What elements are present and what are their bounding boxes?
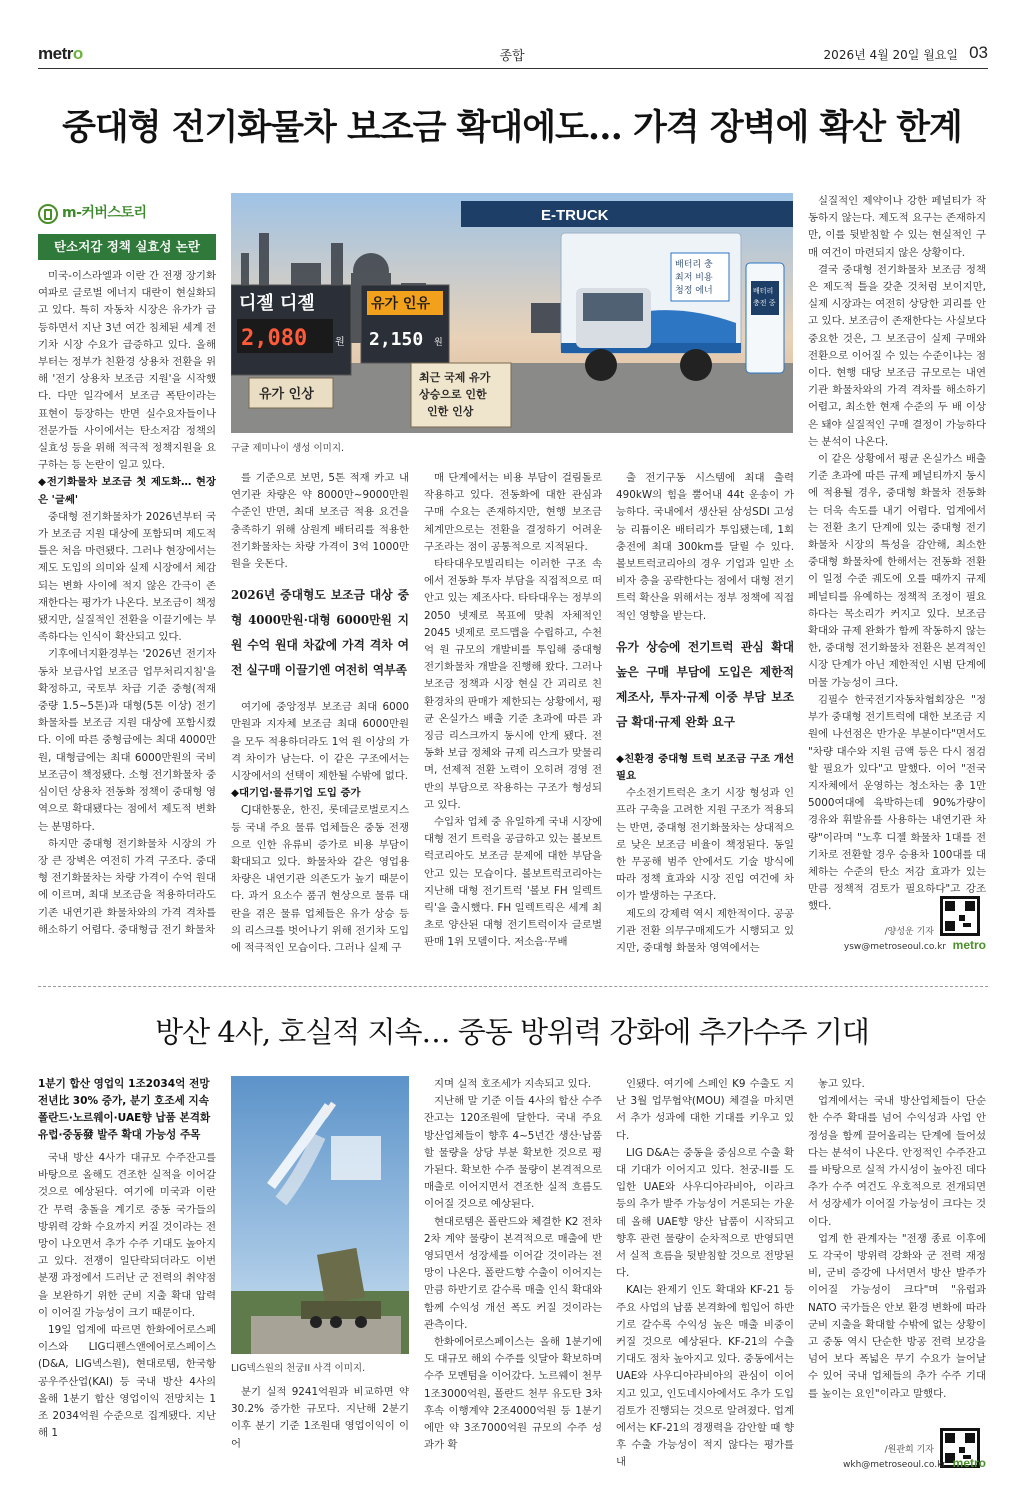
article2-photo-caption: LIG넥스원의 천궁II 사격 이미지. <box>231 1363 366 1374</box>
metro-mini-logo: metro <box>952 938 986 952</box>
article2-col1 <box>38 1076 216 1476</box>
paragraph: 국내 방산 4사가 대규모 수주잔고를 바탕으로 올해도 견조한 실적을 이어갈 것으로 예상된다. 여기에 미국과 이란 간 무력 충돌을 계기로 중동 국가들의 방위력 강화 수요까지 커질 것이라는 전망이 나오면서 추가 수주 기대도 높아지고 있다. 전쟁이 일단락되더라도 이번 분쟁 과정에서 드러난 군 전력의 취약점을 보완하기 위한 군비 지출 확대 압력이 이어질 가능성이 크기 때문이다. <box>38 1152 216 1319</box>
article1-subhead-3: ◆친환경 중대형 트럭 보조금 구조 개선 필요 <box>616 752 794 783</box>
paragraph: 분기 실적 9241억원과 비교하면 약 30.2% 증가한 규모다. 지난해 2분기 이후 분기 기준 1조원대 영업이익이 이어 <box>231 1386 409 1450</box>
paragraph: 업계에서는 국내 방산업체들이 단순한 수주 확대를 넘어 수익성과 사업 안정성을 함께 끌어올리는 단계에 들어섰다는 분석이 나온다. 안정적인 수주잔고를 바탕으로 실적 가시성이 높아진 데다 추가 수주 여건도 우호적으로 전개되면서 성장세가 이어질 가능성이 크다는 것이다. <box>808 1095 986 1228</box>
board1-text: 유가 인상 <box>259 387 314 402</box>
board2-line3: 인한 인상 <box>427 405 474 418</box>
article1-col1-paras <box>38 268 216 939</box>
board2-line1: 최근 국제 유가 <box>419 371 491 384</box>
sign2-price: 2,150 <box>369 329 424 350</box>
paragraph: 현대로템은 폴란드와 체결한 K2 전차 2차 계약 물량이 본격적으로 매출에 반영되면서 성장세를 이어갈 것이라는 전망이 나온다. 폴란드향 수출이 이어지는 만큼 하반기로 갈수록 매출 인식 확대와 함께 수익성 개선 폭도 커질 것이라는 관측이다. <box>424 1215 602 1331</box>
paragraph: 제도의 강제력 역시 제한적이다. 공공기관 전환 의무구매제도가 시행되고 있지만, 중대형 화물차 영역에서는 <box>616 907 794 955</box>
article2-col5 <box>808 1076 986 1436</box>
paragraph: LIG D&A는 중동을 중심으로 수출 확대 기대가 이어지고 있다. 천궁-II를 도입한 UAE와 사우디아라비아, 이라크 등의 추가 발주 가능성이 거론되는 가운데 올해 UAE향 양산 납품이 시작되고 향후 관련 물량이 순차적으로 반영되면서 실적 흐름을 뒷받침할 것으로 전망된다. <box>616 1146 794 1280</box>
paragraph: 김필수 한국전기자동차협회장은 "정부가 중대형 전기트럭에 대한 보조금 지원에 나선점은 반가운 부분이다"면서도 "차량 대수와 지원 금액 등은 다시 점검할 필요가 있다"고 말했다. 이어 "전국 지자체에서 운영하는 청소차는 총 1만 5000여대에 육박하는데 90%가량이 경유와 휘발유를 사용하는 내연기관 차량"이라며 "노후 디젤 화물차 1대를 전기차로 전환할 경우 승용차 100대를 대체하는 수준의 탄소 저감 효과가 있는 만큼 정책적 검토가 필요하다"고 강조했다. <box>808 693 986 913</box>
cover-story-label: m-커버스토리 <box>62 205 147 222</box>
article1-col3 <box>424 470 602 970</box>
article1-subhead-1: ◆전기화물차 보조금 첫 제도화… 현장은 '글쎄' <box>38 476 216 506</box>
article1-col4 <box>616 470 794 970</box>
truck-station-illustration <box>231 193 793 433</box>
paragraph: 지난해 말 기준 이들 4사의 합산 수주잔고는 120조원에 달한다. 국내 주요 방산업체들이 향후 4~5년간 생산·납품할 물량을 상당 부분 확보한 것으로 평가된다. 확보한 수주 물량이 본격적으로 매출로 이어지면서 견조한 실적 흐름도 이어질 것으로 예상된다. <box>424 1095 602 1211</box>
oil-price-notice-board <box>411 363 511 427</box>
cover-story-badge <box>38 202 216 226</box>
paragraph: 기후에너지환경부는 '2026년 전기자동차 보급사업 보조금 업무처리지침'을 확정하고, 국토부 차급 기준 중형(적재중량 1.5~5톤)과 대형(5톤 이상) 전기화물차를 보조금 지원 대상에 포함시켰다. 이에 따른 중형급에는 최대 4000만원, 대형급에는 최대 6000만원의 국비 보조금이 책정됐다. 소형 전기화물차 중심이던 상용차 전동화 정책이 중대형 영역으로 확대됐다는 점에서 제도적 변화는 분명하다. <box>38 648 216 833</box>
sign1-title: 디젤 디젤 <box>239 293 315 314</box>
article2-footer <box>808 1428 986 1484</box>
article2-headline: 방산 4사, 호실적 지속… 중동 방위력 강화에 추가수주 기대 <box>155 1015 869 1049</box>
article1-callout-1: 2026년 중대형도 보조금 대상 중형 4000만원·대형 6000만원 지원 수억 원대 차값에 가격 격차 여전 실구매 이끌기엔 여전히 역부족 <box>231 588 409 678</box>
header-rule <box>38 68 988 69</box>
charger-text-2: 충전 중 <box>753 299 776 307</box>
page-number: 03 <box>969 43 988 62</box>
paragraph: 수소전기트럭은 초기 시장 형성과 인프라 구축을 고려한 지원 구조가 적용되는 반면, 중대형 전기화물차는 상대적으로 낮은 보조금 비율이 책정된다. 동일한 무공해 범주 안에서도 기술 방식에 따라 정책 효과와 시장 진입 여건에 차이가 발생하는 구조다. <box>616 787 794 903</box>
truck-side-text-2: 최저 비용 <box>675 273 713 283</box>
article2-col3 <box>424 1076 602 1476</box>
truck-brand-sign: E-TRUCK <box>541 207 609 224</box>
article-divider <box>38 986 988 987</box>
article1-col1 <box>38 200 216 970</box>
missile-launch-illustration <box>231 1076 409 1354</box>
article1-photo <box>231 193 793 433</box>
article2-email[interactable]: wkh@metroseoul.co.kr <box>843 1460 946 1470</box>
ev-charger <box>746 263 784 373</box>
paragraph: 결국 중대형 전기화물차 보조금 정책은 제도적 틀을 갖춘 것처럼 보이지만, 실제 시장과는 여전히 상당한 괴리를 안고 있다. 보조금이 존재한다는 사실보다 중요한 것은, 그 보조금이 실제 구매와 전환으로 이어질 수 있는 수준이냐는 점이다. 현행 대당 보조금 규모로는 내연기관 화물차와의 가격 격차를 해소하기 어렵고, 최소한 현재 수준의 두 배 이상은 돼야 실질적인 구매 결정이 가능하다는 분석이 나온다. <box>808 263 986 448</box>
sign1-won: 원 <box>335 337 345 348</box>
paragraph: 여기에 중앙정부 보조금 최대 6000만원과 지자체 보조금 최대 6000만원을 모두 적용하더라도 1억 원 이상의 가격 차이가 남는다. 이 같은 구조에서는 시장에서의 선택이 제한될 수밖에 없다. <box>231 701 409 783</box>
article2-byline: /원관희 기자 <box>884 1445 934 1455</box>
article1-byline: /양성운 기자 <box>884 927 934 937</box>
paragraph: 실질적인 제약이나 강한 페널티가 작동하지 않는다. 제도적 요구는 존재하지만, 이를 뒷받침할 수 있는 현실적인 구매 여건이 마련되지 않은 상황이다. <box>808 195 986 259</box>
lead-line: 폴란드·노르웨이·UAE향 납품 본격화 <box>38 1112 211 1124</box>
metro-mini-logo: metro <box>952 1456 986 1470</box>
fuel-price-sign <box>361 285 449 363</box>
paragraph: 인됐다. 여기에 스페인 K9 수출도 지난 3월 업무협약(MOU) 체결을 마치면서 추가 성과에 대한 기대를 키우고 있다. <box>616 1078 794 1142</box>
sign2-won: 원 <box>434 338 443 348</box>
sign2-title: 유가 인유 <box>371 296 430 312</box>
sign1-price: 2,080 <box>241 326 308 351</box>
article1-col5 <box>808 193 986 925</box>
article2-col2 <box>231 1384 409 1476</box>
article1-subhead-2: ◆대기업·물류기업 도입 증가 <box>231 787 361 800</box>
article1-col2 <box>231 470 409 970</box>
board2-line2: 상승으로 인한 <box>419 388 487 401</box>
paragraph: 이 같은 상황에서 평균 온실가스 배출 기준 초과에 따른 규제 페널티까지 동시에 적용될 경우, 중대형 화물차 전동화는 더욱 속도를 내기 어렵다. 업계에서는 전환 초기 단계에 있는 중대형 전기화물차 시장의 특성을 감안해, 최소한 중대형 화물차에 한해서는 전동화 전환이 일정 수준 궤도에 오를 때까지 규제 페널티를 유예하는 정책적 조정이 필요하다는 목소리가 커지고 있다. 보조금 확대와 규제 완화가 함께 작동하지 않는 한, 중대형 전기화물차 전환은 본격적인 시장 단계가 아닌 제한적인 시범 단계에 머물 가능성이 크다. <box>808 453 986 689</box>
lead-line: 전년比 30% 증가, 분기 호조세 지속 <box>38 1095 209 1107</box>
article1-photo-caption: 구글 제미나이 생성 이미지. <box>231 443 345 454</box>
paragraph: KAI는 완제기 인도 확대와 KF-21 등 주요 사업의 납품 본격화에 힘입어 하반기로 갈수록 수익성 높은 매출 비중이 커질 것으로 예상된다. KF-21의 수출 기대도 점차 높아지고 있다. 중동에서는 UAE와 사우디아라비아의 관심이 이어지고 있고, 인도네시아에서도 추가 도입 검토가 진행되는 것으로 알려졌다. 업계에서는 KF-21의 경쟁력을 감안할 때 향후 수출 가능성이 적지 않다는 평가를 내 <box>616 1284 794 1469</box>
paragraph: 업계 한 관계자는 "전쟁 종료 이후에도 각국이 방위력 강화와 군 전력 재정비, 군비 증강에 나서면서 방산 발주가 이어질 가능성이 크다"며 "유럽과 NATO 국가들은 안보 환경 변화에 따라 군비 지출을 확대할 수밖에 없는 상황이고 중동 역시 단순한 방공 전력 보강을 넘어 보다 폭넓은 무기 수요가 늘어날 수 있어 국내 업체들의 추가 수주 기대를 높이는 요인"이라고 말했다. <box>808 1232 986 1400</box>
paragraph: 타타대우모빌리티는 이러한 구조 속에서 전동화 투자 부담을 직접적으로 떠안고 있는 제조사다. 타타대우는 정부의 2050 넷제로 목표에 맞춰 자체적인 2045 넷제로 로드맵을 수립하고, 수천억 원 규모의 개발비를 투입해 중대형 전기화물차 개발을 진행해 왔다. 그러나 보조금 정책과 시장 현실 간 괴리로 친환경차의 판매가 제한되는 상황에서, 평균 온실가스 배출 기준 초과에 따른 과징금 리스크까지 동시에 안게 됐다. 전동화 보급 정체와 규제 리스크가 맞물리며, 선제적 전환 노력이 오히려 경영 전반의 부담으로 작용하는 구조가 형성되고 있다. <box>424 558 602 811</box>
charger-text-1: 배터리 <box>753 287 774 295</box>
paragraph: 미국-이스라엘과 이란 간 전쟁 장기화 여파로 글로벌 에너지 대란이 현실화되고 있다. 특히 자동차 시장은 유가가 급등하면서 지난 3년 여간 침체된 세계 전기차 시장 수요가 급증하고 있다. 올해 부터는 정부가 친환경 상용차 전환을 위해 '전기 상용차 보조금 지원'을 시작했다. 다만 일각에서 보조금 폭탄이라는 표현이 등장하는 반면 실수요자들이나 전문가들 사이에서는 탄소저감 정책의 실효성 등을 위해 적극적 정책지원을 요구하는 등 논란이 일고 있다. <box>38 270 216 472</box>
paragraph: CJ대한통운, 한진, 롯데글로벌로지스 등 국내 주요 물류 업체들은 중동 전쟁으로 인한 유류비 증가로 비용 부담이 확대되고 있다. 화물차와 같은 영업용 차량은 내연기관 의존도가 높기 때문이다. 과거 요소수 품귀 현상으로 물류 대란을 겪은 물류 업체들은 유가 상승 등의 리스크를 벗어나기 위해 전기차 도입에 적극적인 모습이다. 그러나 실제 구 <box>231 804 409 955</box>
paragraph: 하지만 중대형 전기화물차 시장의 가장 큰 장벽은 여전히 가격 구조다. 중대형 전기화물차는 차량 가격이 수억 원대에 이르며, 최대 보조금을 적용하더라도 기존 내연기관 화물차와의 가격 격차를 해소하기 어렵다. 중대형급 전기 화물차 <box>38 837 216 936</box>
article1-topic-tag: 탄소저감 정책 실효성 논란 <box>38 234 216 260</box>
qr-code-icon[interactable] <box>940 896 980 936</box>
newspaper-logo: metro <box>38 44 83 63</box>
article2-photo <box>231 1076 409 1354</box>
article1-callout-2: 유가 상승에 전기트럭 관심 확대 높은 구매 부담에 도입은 제한적 제조사, 투자·규제 이중 부담 보조금 확대·규제 완화 요구 <box>616 639 794 729</box>
lead-line: 1분기 합산 영업익 1조2034억 전망 <box>38 1078 210 1090</box>
paragraph: 를 기준으로 보면, 5톤 적재 카고 내연기관 차량은 약 8000만~9000만원 수준인 반면, 최대 보조금 적용 요건을 충족하기 위해 삼원계 배터리를 적용한 전기화물차는 차량 가격이 3억 1000만 원을 웃돈다. <box>231 472 409 571</box>
article1-email[interactable]: ysw@metroseoul.co.kr <box>843 942 946 952</box>
paragraph: 수입차 업체 중 유일하게 국내 시장에 대형 전기 트럭을 공급하고 있는 볼보트럭코리아도 보조금 문제에 대한 부담을 안고 있는 모습이다. 볼보트럭코리아는 지난해 대형 전기트럭 '볼보 FH 일렉트릭'을 출시했다. FH 일렉트릭은 세계 최초로 양산된 대형 전기트럭이자 글로벌 판매 1위 모델이다. 저소음·무배 <box>424 816 602 949</box>
diesel-price-sign <box>231 285 351 375</box>
document-icon <box>38 204 58 224</box>
price-increase-board <box>249 378 333 408</box>
paragraph: 19일 업계에 따르면 한화에어로스페이스와 LIG디펜스앤에어로스페이스(D&A, LIG넥스원), 현대로템, 한국항공우주산업(KAI) 등 국내 방산 4사의 올해 1분기 합산 영업이익 전망치는 1조 2034억원 수준으로 집계됐다. 지난해 1 <box>38 1324 216 1440</box>
paragraph: 놓고 있다. <box>818 1078 865 1090</box>
issue-date: 2026년 4월 20일 월요일 <box>823 48 958 62</box>
lead-line: 유럽·중동發 발주 확대 가능성 주목 <box>38 1129 201 1141</box>
article1-headline: 중대형 전기화물차 보조금 확대에도… 가격 장벽에 확산 한계 <box>62 107 962 148</box>
article2-col4 <box>616 1076 794 1476</box>
paragraph: 한화에어로스페이스는 올해 1분기에도 대규모 해외 수주를 잇달아 확보하며 수주 모멘텀을 이어갔다. 노르웨이 천무 1조3000억원, 폴란드 천무 유도탄 3차 후속 이행계약 2조4000억원 등 1분기에만 약 3조7000억원 규모의 수주 성과가 확 <box>424 1336 602 1452</box>
section-name: 종합 <box>499 49 525 64</box>
paragraph: 출 전기구동 시스템에 최대 출력 490kW의 힘을 뿜어내 44t 운송이 가능하다. 국내에서 생산된 삼성SDI 고성능 리튬이온 배터리가 투입됐는데, 1회 충전에 최대 300km를 달릴 수 있다. 볼보트럭코리아의 경우 기업과 일반 소비자 층을 공략한다는 점에서 대형 전기트럭 확산을 위해서는 정부 정책에 직접적인 영향을 받는다. <box>616 472 794 622</box>
article2-lead <box>38 1076 216 1144</box>
truck-side-text-3: 청정 에너 <box>675 286 713 296</box>
paragraph: 중대형 전기화물차가 2026년부터 국가 보조금 지원 대상에 포함되며 제도적 틀은 처음 마련됐다. 그러나 현장에서는 제도 도입의 의미와 실제 시장에서 체감되는 변화 사이에 적지 않은 간극이 존재한다는 평가가 나온다. 보조금이 책정됐지만, 실질적인 전환을 이끌기에는 부족하다는 인식이 확산되고 있다. <box>38 510 216 644</box>
truck-side-text-1: 배터리 충 <box>675 260 713 270</box>
paragraph: 매 단계에서는 비용 부담이 걸림돌로 작용하고 있다. 전동화에 대한 관심과 구매 수요는 존재하지만, 현행 보조금 체계만으로는 전환을 결정하기 어려운 구조라는 점이 공통적으로 지적된다. <box>424 472 602 553</box>
paragraph: 지며 실적 호조세가 지속되고 있다. <box>434 1078 592 1090</box>
